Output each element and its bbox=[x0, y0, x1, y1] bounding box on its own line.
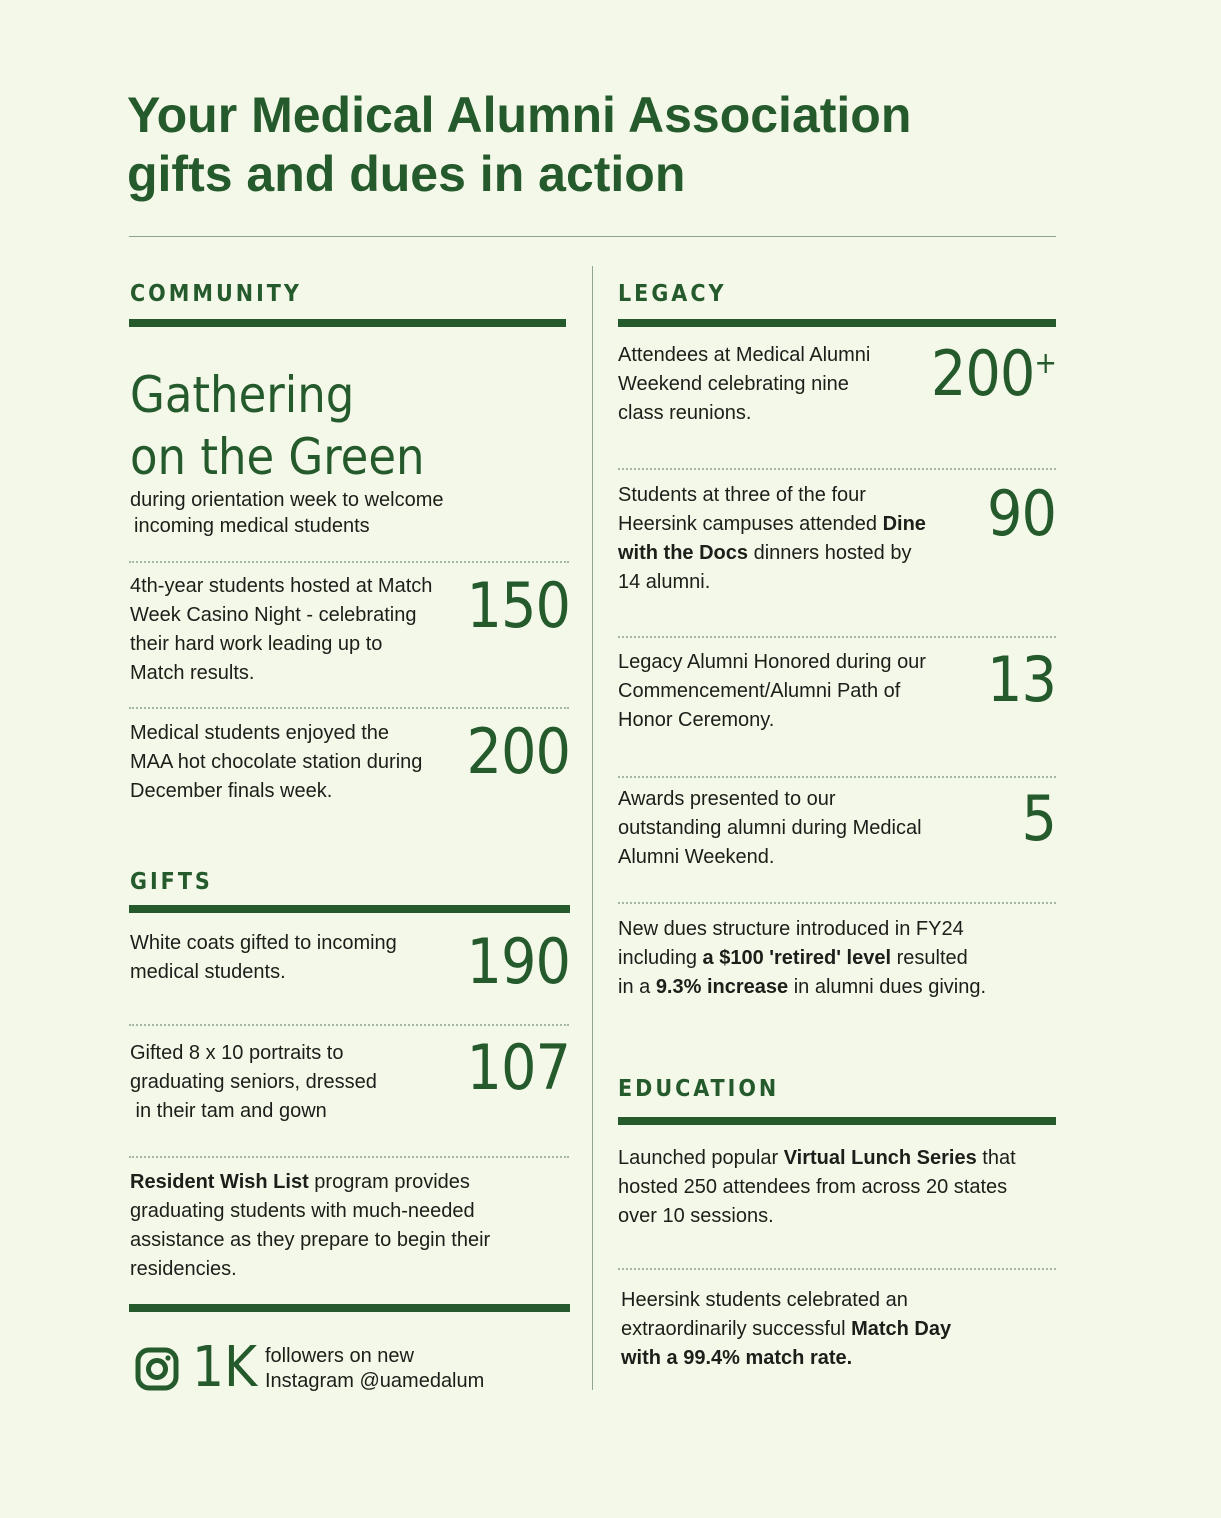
program-name: with the Docs bbox=[618, 542, 749, 564]
stat-line: MAA hot chocolate station during bbox=[130, 751, 423, 773]
wish-list-stat bbox=[130, 1168, 570, 1284]
stat-number: 107 bbox=[466, 1031, 570, 1104]
gifts-label: GIFTS bbox=[130, 869, 213, 895]
virtual-lunch-stat bbox=[618, 1144, 1056, 1231]
instagram-text-line-1: followers on new bbox=[265, 1345, 414, 1367]
legacy-alumni-honored-stat bbox=[618, 648, 968, 735]
stat-text bbox=[618, 915, 1056, 1002]
dotted-divider bbox=[129, 561, 569, 563]
dotted-divider bbox=[129, 1024, 569, 1026]
stat-line: Attendees at Medical Alumni bbox=[618, 344, 871, 366]
dotted-divider bbox=[129, 1156, 569, 1158]
community-label: COMMUNITY bbox=[130, 281, 302, 307]
education-rule bbox=[618, 1117, 1056, 1125]
awards-stat bbox=[618, 785, 968, 872]
wish-list-program-name: Resident Wish List bbox=[130, 1171, 309, 1193]
stat-text bbox=[618, 1144, 1056, 1231]
stat-line: Weekend celebrating nine bbox=[618, 373, 849, 395]
gathering-sub-line-1: during orientation week to welcome bbox=[130, 489, 444, 511]
stat-line: dinners hosted by bbox=[748, 542, 912, 564]
gathering-heading bbox=[130, 364, 550, 488]
stat-text bbox=[618, 785, 968, 872]
stat-number: 150 bbox=[466, 569, 570, 642]
stat-line: December finals week. bbox=[130, 780, 333, 802]
portraits-stat bbox=[130, 1039, 460, 1126]
gifts-rule bbox=[129, 905, 570, 913]
stat-number: 200 bbox=[466, 715, 570, 788]
highlight: Match Day bbox=[851, 1318, 952, 1340]
education-label: EDUCATION bbox=[618, 1076, 780, 1102]
dotted-divider bbox=[129, 707, 569, 709]
stat-text bbox=[130, 1168, 570, 1284]
column-divider bbox=[592, 266, 593, 1390]
stat-line: graduating seniors, dressed bbox=[130, 1071, 377, 1093]
alumni-weekend-attendees-stat bbox=[618, 341, 928, 428]
highlight: a $100 'retired' level bbox=[702, 947, 892, 969]
stat-line: Honor Ceremony. bbox=[618, 709, 775, 731]
stat-line: Launched popular bbox=[618, 1147, 784, 1169]
dotted-divider bbox=[618, 636, 1056, 638]
stat-line: extraordinarily successful bbox=[621, 1318, 852, 1340]
hot-chocolate-stat bbox=[130, 719, 470, 806]
highlight: 9.3% increase bbox=[655, 976, 789, 998]
stat-number-value: 200 bbox=[930, 337, 1035, 410]
stat-line: resulted bbox=[891, 947, 968, 969]
stat-line: Week Casino Night - celebrating bbox=[130, 604, 417, 626]
stat-line: 14 alumni. bbox=[618, 571, 711, 593]
stat-number-suffix: + bbox=[1034, 346, 1056, 381]
community-rule bbox=[129, 319, 566, 327]
stat-line: Students at three of the four bbox=[618, 484, 866, 506]
stat-number: 13 bbox=[987, 643, 1056, 716]
stat-text bbox=[618, 648, 968, 735]
stat-line: residencies. bbox=[130, 1258, 237, 1280]
dine-with-docs-stat bbox=[618, 481, 958, 597]
stat-line: Match results. bbox=[130, 662, 255, 684]
stat-text bbox=[130, 719, 470, 806]
title-line-2: gifts and dues in action bbox=[127, 146, 686, 202]
stat-line: outstanding alumni during Medical bbox=[618, 817, 922, 839]
dotted-divider bbox=[618, 468, 1056, 470]
dotted-divider bbox=[618, 1268, 1056, 1270]
stat-line: including bbox=[618, 947, 703, 969]
program-name: Virtual Lunch Series bbox=[783, 1147, 977, 1169]
stat-line: in alumni dues giving. bbox=[788, 976, 987, 998]
dotted-divider bbox=[618, 776, 1056, 778]
stat-line: in their tam and gown bbox=[130, 1100, 327, 1122]
stat-line: assistance as they prepare to begin their bbox=[130, 1229, 491, 1251]
stat-line: medical students. bbox=[130, 961, 286, 983]
instagram-text bbox=[265, 1344, 484, 1394]
stat-line: Alumni Weekend. bbox=[618, 846, 775, 868]
stat-line: Medical students enjoyed the bbox=[130, 722, 390, 744]
instagram-rule bbox=[129, 1304, 570, 1312]
gathering-subtext bbox=[130, 487, 530, 539]
gathering-heading-line-1: Gathering bbox=[130, 366, 355, 424]
stat-line: Heersink campuses attended bbox=[618, 513, 883, 535]
legacy-label: LEGACY bbox=[618, 281, 727, 307]
stat-line: Awards presented to our bbox=[618, 788, 836, 810]
instagram-follower-count: 1K bbox=[192, 1335, 258, 1400]
stat-line: over 10 sessions. bbox=[618, 1205, 774, 1227]
legacy-rule bbox=[618, 319, 1056, 327]
stat-number: 5 bbox=[1021, 782, 1056, 855]
stat-text bbox=[618, 341, 928, 428]
stat-line: Gifted 8 x 10 portraits to bbox=[130, 1042, 344, 1064]
page-title bbox=[127, 86, 1027, 204]
stat-line: graduating students with much-needed bbox=[130, 1200, 475, 1222]
stat-line: program provides bbox=[308, 1171, 470, 1193]
stat-text bbox=[130, 929, 460, 987]
stat-line: that bbox=[976, 1147, 1016, 1169]
casino-night-stat bbox=[130, 572, 470, 688]
stat-text bbox=[618, 481, 958, 597]
stat-line: Legacy Alumni Honored during our bbox=[618, 651, 926, 673]
program-name: Dine bbox=[882, 513, 926, 535]
instagram-icon bbox=[135, 1347, 179, 1391]
stat-line: White coats gifted to incoming bbox=[130, 932, 397, 954]
title-line-1: Your Medical Alumni Association bbox=[127, 87, 912, 143]
dotted-divider bbox=[618, 902, 1056, 904]
stat-line: New dues structure introduced in FY24 bbox=[618, 918, 964, 940]
stat-line: hosted 250 attendees from across 20 states bbox=[618, 1176, 1008, 1198]
stat-number: 90 bbox=[987, 477, 1056, 550]
instagram-handle: Instagram @uamedalum bbox=[265, 1370, 485, 1392]
gathering-heading-line-2: on the Green bbox=[130, 428, 425, 486]
stat-line: class reunions. bbox=[618, 402, 752, 424]
white-coats-stat bbox=[130, 929, 460, 987]
stat-number: 190 bbox=[466, 925, 570, 998]
title-divider bbox=[129, 236, 1056, 237]
stat-line: their hard work leading up to bbox=[130, 633, 383, 655]
stat-line: Commencement/Alumni Path of bbox=[618, 680, 901, 702]
stat-text bbox=[621, 1286, 1051, 1373]
stat-number bbox=[900, 337, 1056, 410]
gathering-sub-line-2: incoming medical students bbox=[134, 515, 370, 537]
stat-text bbox=[130, 1039, 460, 1126]
highlight: with a 99.4% match rate. bbox=[621, 1347, 853, 1369]
match-day-stat bbox=[621, 1286, 1051, 1373]
dues-structure-stat bbox=[618, 915, 1056, 1002]
stat-text bbox=[130, 572, 470, 688]
stat-line: in a bbox=[618, 976, 656, 998]
stat-line: 4th-year students hosted at Match bbox=[130, 575, 433, 597]
stat-line: Heersink students celebrated an bbox=[621, 1289, 908, 1311]
